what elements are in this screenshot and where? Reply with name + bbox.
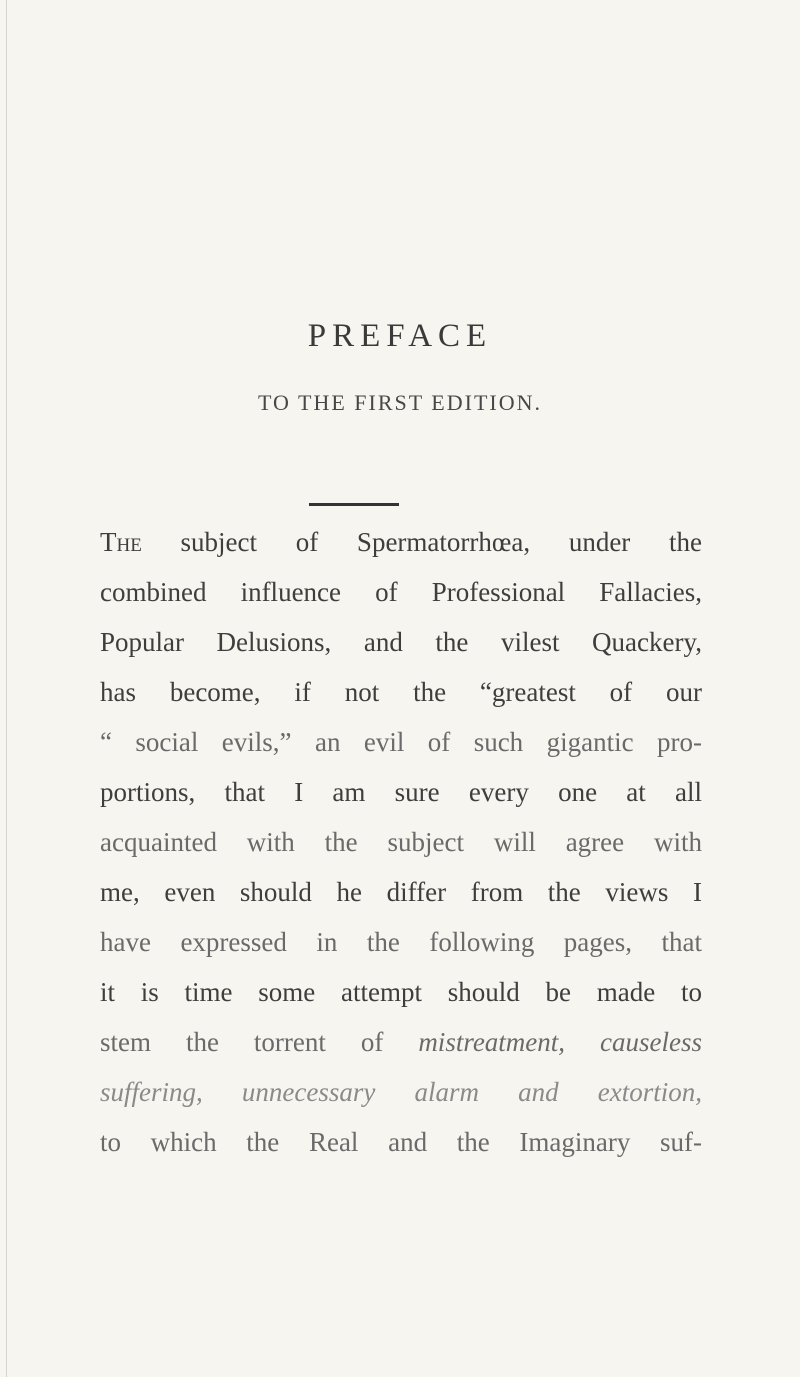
text-line: combined influence of Professional Fallacies,	[100, 577, 702, 607]
text-line	[100, 1024, 702, 1060]
text-line: it is time some attempt should be made to	[100, 977, 702, 1007]
section-divider	[309, 503, 399, 506]
text-line: has become, if not the “greatest of our	[100, 677, 702, 707]
text-line-italic: suffering, unnecessary alarm and extortion,	[100, 1077, 702, 1107]
text-line: to which the Real and the Imaginary suf-	[100, 1127, 702, 1157]
text-line: “ social evils,” an evil of such gigantic pro-	[100, 727, 702, 757]
chapter-subheading: TO THE FIRST EDITION.	[258, 390, 542, 415]
text-line: me, even should he differ from the views I	[100, 877, 702, 907]
text-line-plain: stem the torrent of	[100, 1027, 419, 1057]
text-line: have expressed in the following pages, that	[100, 927, 702, 957]
text-line-italic: mistreatment, causeless	[418, 1027, 702, 1057]
text-line	[100, 1074, 702, 1110]
page-edge-line	[6, 0, 7, 1377]
text-line: Popular Delusions, and the vilest Quackery,	[100, 627, 702, 657]
text-line: acquainted with the subject will agree with	[100, 827, 702, 857]
text-line: portions, that I am sure every one at all	[100, 777, 702, 807]
text-line	[100, 524, 702, 560]
text-line-content: subject of Spermatorrhœa, under the	[141, 527, 702, 557]
chapter-heading: PREFACE	[307, 318, 493, 354]
first-word: The	[100, 527, 142, 557]
